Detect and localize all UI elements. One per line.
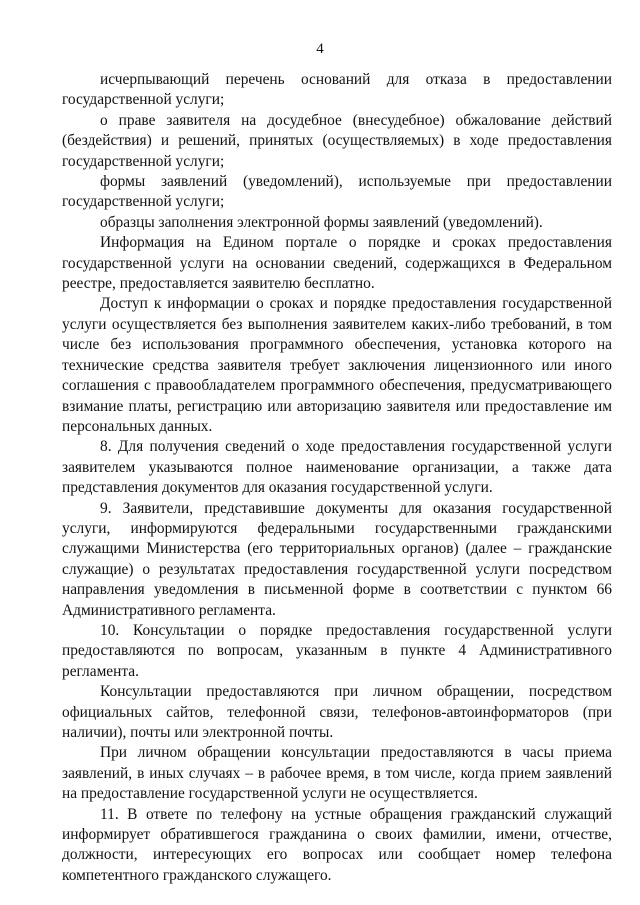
document-body <box>62 70 612 886</box>
paragraph-info-access: Доступ к информации о сроках и порядке предоставления государственной услуги осуществляется без выполнения заявителем каких-либо требований, в том числе без использования программного обеспечения, установка которого на технические средства заявителя требует заключения лицензионного или иного соглашения с правообладателем программного обеспечения, предусматривающего взимание платы, регистрацию или авторизацию заявителя или предоставление им персональных данных. <box>62 295 612 435</box>
paragraph-item-10: 10. Консультации о порядке предоставления государственной услуги предоставляются по вопросам, указанным в пункте 4 Административного регламента. <box>62 621 612 680</box>
paragraph-application-forms: формы заявлений (уведомлений), используемые при предоставлении государственной услуги; <box>62 173 612 211</box>
paragraph-form-samples: образцы заполнения электронной формы заявлений (уведомлений). <box>100 213 543 231</box>
paragraph-consultation-channels: Консультации предоставляются при личном обращении, посредством официальных сайтов, телефонной связи, телефонов-автоинформаторов (при наличии), почты или электронной почты. <box>62 683 612 741</box>
paragraph-appeal-right: о праве заявителя на досудебное (внесудебное) обжалование действий (бездействия) и решений, принятых (осуществляемых) в ходе предоставления государственной услуги; <box>62 111 612 170</box>
paragraph-item-8: 8. Для получения сведений о ходе предоставления государственной услуги заявителем указываются полное наименование организации, а также дата представления документов для оказания государственной услуги. <box>62 438 612 497</box>
paragraph-personal-visit: При личном обращении консультации предоставляются в часы приема заявлений, в иных случаях – в рабочее время, в том числе, когда прием заявлений на предоставление государственной услуги не осуществляется. <box>62 744 612 803</box>
page-number: 4 <box>316 41 324 57</box>
paragraph-item-9: 9. Заявители, представившие документы для оказания государственной услуги, информируются федеральными государственными гражданскими служащими Министерства (его территориальных органов) (далее – гражданские служащие) о результатах предоставления государственной услуги посредством направления уведомления в письменной форме в соответствии с пунктом 66 Административного регламента. <box>62 499 612 619</box>
paragraph-refusal-grounds: исчерпывающий перечень оснований для отказа в предоставлении государственной услуги; <box>62 71 612 109</box>
paragraph-portal-info: Информация на Едином портале о порядке и сроках предоставления государственной услуги на основании сведений, содержащихся в Федеральном реестре, предоставляется заявителю бесплатно. <box>62 234 612 293</box>
paragraph-item-11: 11. В ответе по телефону на устные обращения гражданский служащий информирует обратившегося гражданина о своих фамилии, имени, отчестве, должности, интересующих его вопросах или сообщает номер телефона компетентного гражданского служащего. <box>62 805 612 884</box>
